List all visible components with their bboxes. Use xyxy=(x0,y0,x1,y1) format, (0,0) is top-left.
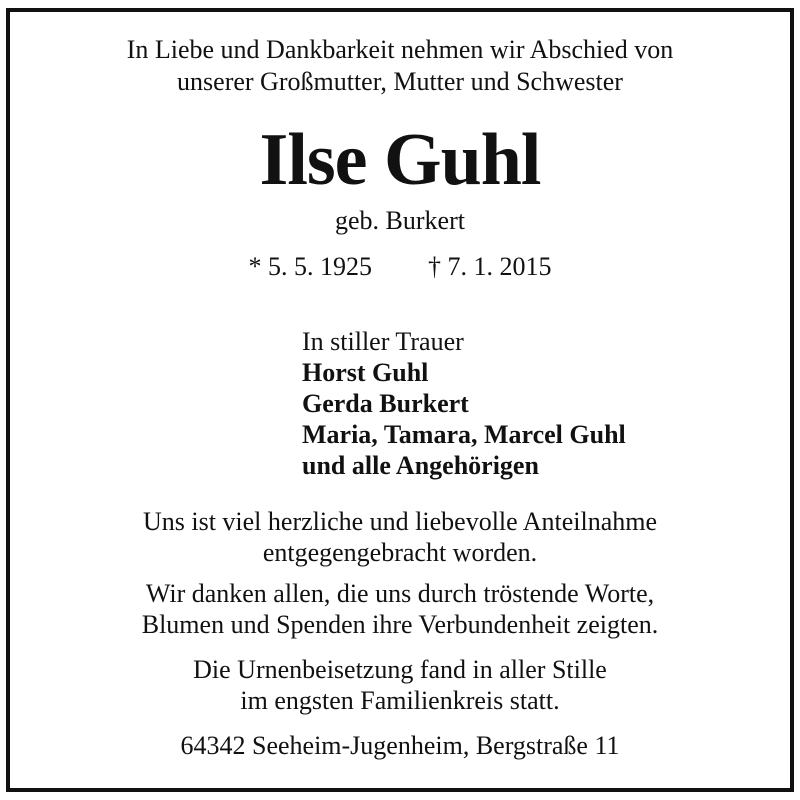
death-date: † 7. 1. 2015 xyxy=(428,252,552,281)
mourners-block xyxy=(302,326,626,481)
burial-line-2: im engsten Familienkreis statt. xyxy=(240,686,560,715)
birth-date: * 5. 5. 1925 xyxy=(248,252,372,281)
mourner-name: und alle Angehörigen xyxy=(302,451,539,480)
thanks-p2-line-1: Wir danken allen, die uns durch tröstende Worte, xyxy=(145,579,655,608)
intro-line-1: In Liebe und Dankbarkeit nehmen wir Abschied von xyxy=(126,35,674,64)
address: 64342 Seeheim-Jugenheim, Bergstraße 11 xyxy=(180,731,620,760)
mourners-heading: In stiller Trauer xyxy=(302,327,464,356)
deceased-name: Ilse Guhl xyxy=(259,119,541,201)
thanks-p2-line-2: Blumen und Spenden ihre Verbundenheit zeigten. xyxy=(141,610,659,639)
thanks-p1-line-2: entgegengebracht worden. xyxy=(262,538,538,567)
life-dates xyxy=(10,252,790,282)
mourner-name: Gerda Burkert xyxy=(302,389,469,418)
intro-line-2: unserer Großmutter, Mutter und Schwester xyxy=(177,67,623,96)
obituary-notice xyxy=(6,8,794,792)
thanks-p1-line-1: Uns ist viel herzliche und liebevolle Anteilnahme xyxy=(142,507,658,536)
mourner-name: Horst Guhl xyxy=(302,358,429,387)
birth-name: geb. Burkert xyxy=(335,206,465,235)
burial-line-1: Die Urnenbeisetzung fand in aller Stille xyxy=(193,655,607,684)
mourner-name: Maria, Tamara, Marcel Guhl xyxy=(302,420,626,449)
